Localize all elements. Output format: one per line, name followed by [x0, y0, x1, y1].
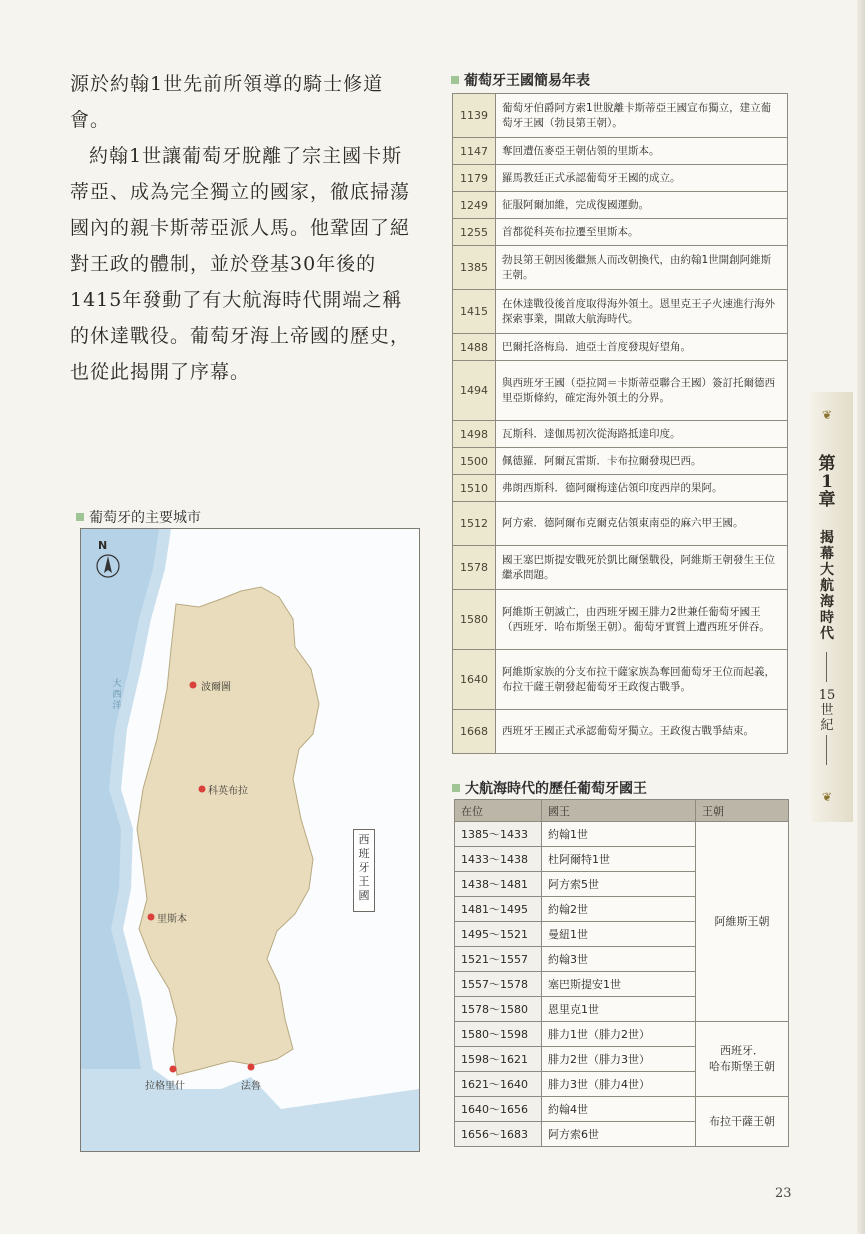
year-cell: 1385	[453, 246, 496, 290]
city-label-porto: 波爾圖	[201, 682, 231, 693]
spain-label: 西班牙王國	[353, 829, 375, 912]
divider-line	[826, 652, 827, 682]
king-cell: 腓力3世（腓力4世）	[542, 1072, 696, 1097]
king-cell: 杜阿爾特1世	[542, 847, 696, 872]
event-cell: 弗朗西斯科．德阿爾梅達佔領印度西岸的果阿。	[496, 475, 788, 502]
chronology-title: 葡萄牙王國簡易年表	[464, 73, 590, 89]
event-cell: 阿方索．德阿爾布克爾克佔領東南亞的麻六甲王國。	[496, 502, 788, 546]
year-cell: 1498	[453, 421, 496, 448]
kings-heading	[452, 778, 647, 798]
city-label-coimbra: 科英布拉	[208, 786, 248, 797]
dynasty-cell-aviz: 阿維斯王朝	[696, 822, 789, 1022]
tenure-cell: 1438～1481	[455, 872, 542, 897]
event-cell: 與西班牙王國（亞拉岡＝卡斯蒂亞聯合王國）簽訂托爾德西里亞斯條約，確定海外領土的分界。	[496, 361, 788, 421]
kings-title: 大航海時代的歷任葡萄牙國王	[465, 781, 647, 797]
table-row	[453, 448, 788, 475]
year-cell: 1510	[453, 475, 496, 502]
page-edge	[857, 0, 865, 1234]
year-cell: 1139	[453, 94, 496, 138]
year-cell: 1179	[453, 165, 496, 192]
city-dot-lagos	[170, 1066, 177, 1073]
table-row	[453, 192, 788, 219]
chapter-title: 揭幕大航海時代	[820, 530, 834, 642]
tenure-header: 在位	[455, 800, 542, 822]
ornament-icon: ❦	[822, 790, 833, 804]
body-paragraph-2: 約翰1世讓葡萄牙脫離了宗主國卡斯蒂亞、成為完全獨立的國家，徹底掃蕩國內的親卡斯蒂亞派人馬。他鞏固了絕對王政的體制，並於登基30年後的1415年發動了有大航海時代開端之稱的休達戰役。葡萄牙海上帝國的歷史，也從此揭開了序幕。	[70, 145, 411, 383]
event-cell: 羅馬教廷正式承認葡萄牙王國的成立。	[496, 165, 788, 192]
table-row	[453, 361, 788, 421]
chronology-heading	[451, 70, 590, 90]
event-cell: 阿維斯王朝滅亡，由西班牙國王腓力2世兼任葡萄牙國王（西班牙．哈布斯堡王朝）。葡萄牙實質上遭西班牙併吞。	[496, 590, 788, 650]
compass-north-label: N	[98, 539, 108, 552]
year-cell: 1494	[453, 361, 496, 421]
table-row	[455, 822, 789, 847]
king-cell: 阿方索6世	[542, 1122, 696, 1147]
king-cell: 約翰3世	[542, 947, 696, 972]
tenure-cell: 1580～1598	[455, 1022, 542, 1047]
king-header: 國王	[542, 800, 696, 822]
table-row	[453, 710, 788, 754]
event-cell: 佩德羅．阿爾瓦雷斯．卡布拉爾發現巴西。	[496, 448, 788, 475]
event-cell: 阿維斯家族的分支布拉干薩家族為奪回葡萄牙王位而起義，布拉干薩王朝發起葡萄牙王政復古戰爭。	[496, 650, 788, 710]
dynasty-line: 西班牙．	[720, 1044, 764, 1057]
ornament-icon: ❦	[822, 408, 833, 422]
tenure-cell: 1640～1656	[455, 1097, 542, 1122]
tenure-cell: 1433～1438	[455, 847, 542, 872]
table-row	[453, 546, 788, 590]
year-cell: 1249	[453, 192, 496, 219]
tenure-cell: 1481～1495	[455, 897, 542, 922]
portugal-map	[80, 528, 420, 1152]
king-cell: 恩里克1世	[542, 997, 696, 1022]
table-row	[455, 1097, 789, 1122]
page-number: 23	[775, 1186, 792, 1201]
dynasty-line: 哈布斯堡王朝	[709, 1060, 775, 1073]
map-heading	[76, 507, 201, 527]
table-row	[453, 219, 788, 246]
king-cell: 約翰2世	[542, 897, 696, 922]
year-cell: 1255	[453, 219, 496, 246]
city-dot-coimbra	[199, 786, 206, 793]
year-cell: 1578	[453, 546, 496, 590]
atlantic-label: 大西洋	[112, 679, 122, 711]
tenure-cell: 1621～1640	[455, 1072, 542, 1097]
dynasty-cell-habsburg	[696, 1022, 789, 1097]
king-cell: 約翰4世	[542, 1097, 696, 1122]
year-cell: 1512	[453, 502, 496, 546]
year-cell: 1668	[453, 710, 496, 754]
dynasty-header: 王朝	[696, 800, 789, 822]
table-row	[453, 165, 788, 192]
chapter-number: 第1章	[818, 454, 836, 510]
city-dot-faro	[248, 1064, 255, 1071]
king-cell: 阿方索5世	[542, 872, 696, 897]
table-row	[453, 94, 788, 138]
king-cell: 約翰1世	[542, 822, 696, 847]
king-cell: 曼紐1世	[542, 922, 696, 947]
city-label-lagos: 拉格里什	[145, 1081, 185, 1092]
tenure-cell: 1578～1580	[455, 997, 542, 1022]
table-row	[453, 590, 788, 650]
map-title: 葡萄牙的主要城市	[89, 510, 201, 526]
table-row	[453, 502, 788, 546]
table-row	[453, 650, 788, 710]
event-cell: 首都從科英布拉遷至里斯本。	[496, 219, 788, 246]
table-header-row	[455, 800, 789, 822]
city-dot-porto	[190, 682, 197, 689]
chronology-table	[452, 93, 788, 754]
event-cell: 奪回遭伍麥亞王朝佔領的里斯本。	[496, 138, 788, 165]
city-dot-lisbon	[148, 914, 155, 921]
tenure-cell: 1598～1621	[455, 1047, 542, 1072]
city-label-lisbon: 里斯本	[157, 914, 187, 925]
year-cell: 1500	[453, 448, 496, 475]
tenure-cell: 1385～1433	[455, 822, 542, 847]
year-cell: 1640	[453, 650, 496, 710]
event-cell: 國王塞巴斯提安戰死於凱比爾堡戰役，阿維斯王朝發生王位繼承問題。	[496, 546, 788, 590]
event-cell: 瓦斯科．達伽馬初次從海路抵達印度。	[496, 421, 788, 448]
chapter-era: 15世紀	[818, 688, 836, 733]
event-cell: 在休達戰役後首度取得海外領土。恩里克王子火速進行海外探索事業，開啟大航海時代。	[496, 290, 788, 334]
tenure-cell: 1557～1578	[455, 972, 542, 997]
year-cell: 1580	[453, 590, 496, 650]
divider-line	[826, 735, 827, 765]
dynasty-cell-braganza: 布拉干薩王朝	[696, 1097, 789, 1147]
table-row	[453, 138, 788, 165]
heading-square-icon	[76, 513, 84, 521]
king-cell: 腓力2世（腓力3世）	[542, 1047, 696, 1072]
table-row	[453, 475, 788, 502]
year-cell: 1415	[453, 290, 496, 334]
kings-table	[454, 799, 789, 1147]
body-paragraph-1: 源於約翰1世先前所領導的騎士修道會。	[70, 73, 384, 131]
tenure-cell: 1656～1683	[455, 1122, 542, 1147]
heading-square-icon	[452, 784, 460, 792]
body-text	[70, 66, 415, 390]
event-cell: 巴爾托洛梅烏．迪亞士首度發現好望角。	[496, 334, 788, 361]
king-cell: 塞巴斯提安1世	[542, 972, 696, 997]
table-row	[453, 421, 788, 448]
event-cell: 葡萄牙伯爵阿方索1世脫離卡斯蒂亞王國宣布獨立，建立葡萄牙王國（勃艮第王朝）。	[496, 94, 788, 138]
tenure-cell: 1495～1521	[455, 922, 542, 947]
tenure-cell: 1521～1557	[455, 947, 542, 972]
year-cell: 1488	[453, 334, 496, 361]
event-cell: 西班牙王國正式承認葡萄牙獨立。王政復古戰爭結束。	[496, 710, 788, 754]
king-cell: 腓力1世（腓力2世）	[542, 1022, 696, 1047]
city-label-faro: 法魯	[241, 1081, 261, 1092]
year-cell: 1147	[453, 138, 496, 165]
table-row	[453, 246, 788, 290]
table-row	[453, 290, 788, 334]
event-cell: 勃艮第王朝因後繼無人而改朝換代，由約翰1世開創阿維斯王朝。	[496, 246, 788, 290]
table-row	[455, 1022, 789, 1047]
table-row	[453, 334, 788, 361]
event-cell: 征服阿爾加維，完成復國運動。	[496, 192, 788, 219]
heading-square-icon	[451, 76, 459, 84]
